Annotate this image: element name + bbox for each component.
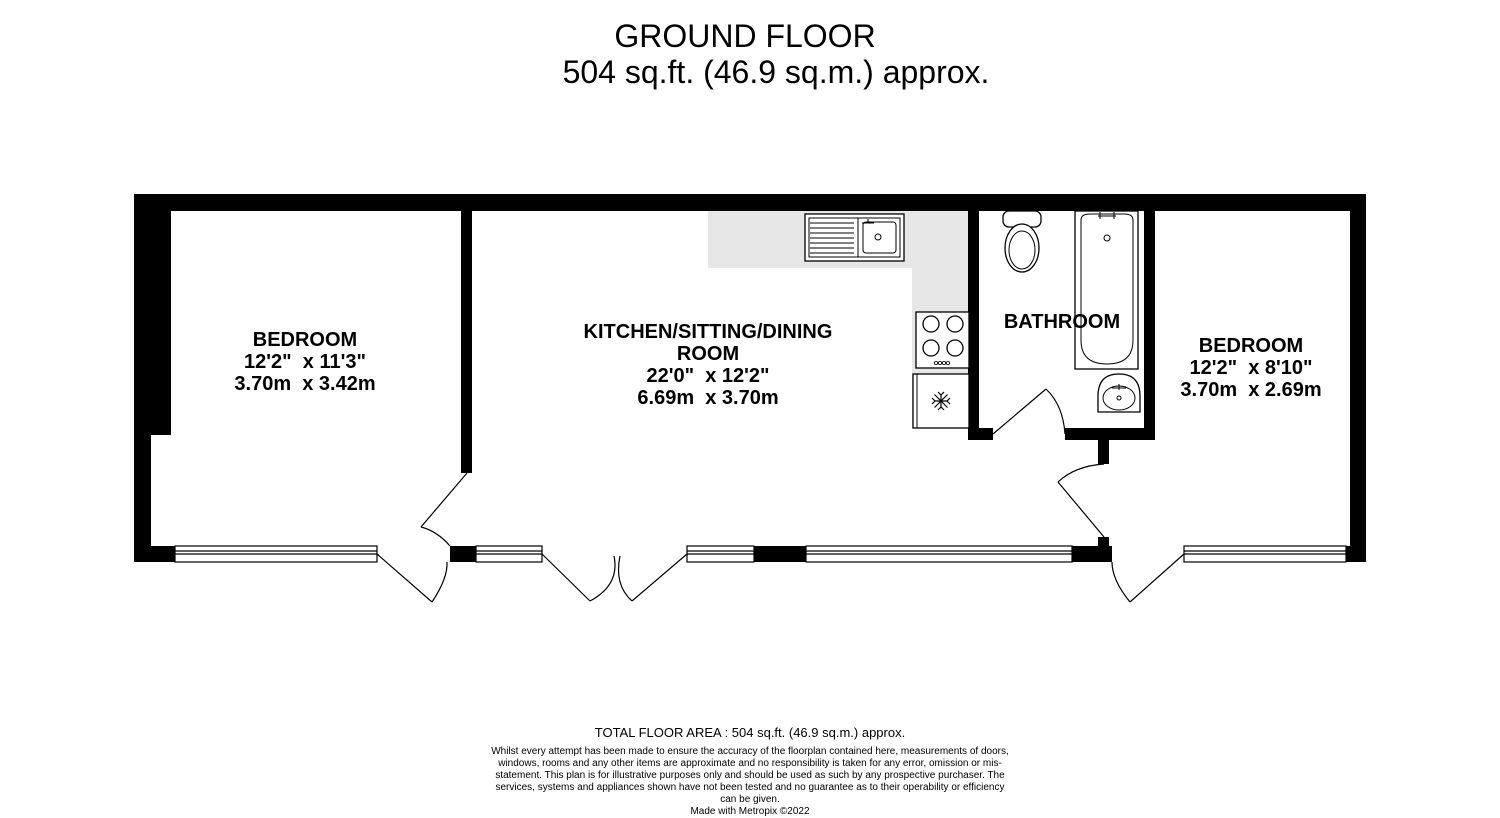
toilet-icon (1003, 211, 1041, 272)
partition-kitchen-bathroom (968, 194, 979, 440)
window-kitchen-2 (687, 546, 754, 562)
bathroom-wall-stub (1098, 428, 1109, 464)
door-bedroom-left-internal (421, 473, 467, 546)
wash-basin-icon (1098, 374, 1140, 412)
door-bedroom-right-external (1112, 554, 1184, 602)
floor-name: GROUND FLOOR (614, 18, 876, 54)
hob-icon (916, 312, 969, 368)
bottom-wall-door-post (450, 546, 476, 562)
bedroom-right-name: BEDROOM (1198, 335, 1304, 357)
footer (0, 725, 1500, 818)
left-wall-inner-thick (151, 211, 171, 435)
window-bedroom-right (1184, 546, 1346, 562)
credit: Made with Metropix ©2022 (690, 806, 810, 817)
kitchen-label (558, 321, 858, 409)
total-floor-area: TOTAL FLOOR AREA : 504 sq.ft. (46.9 sq.m.) approx. (594, 725, 906, 740)
bedroom-right-label (1158, 335, 1344, 401)
bedroom-left-imperial: 12'2" x 11'3" (244, 351, 366, 373)
door-kitchen-french-left (542, 554, 615, 601)
doors (377, 389, 1184, 602)
bedroom-right-imperial: 12'2" x 8'10" (1189, 357, 1313, 379)
floor-area: 504 sq.ft. (46.9 sq.m.) approx. (562, 54, 990, 90)
window-kitchen-3 (806, 546, 1072, 562)
window-kitchen-1 (476, 546, 542, 562)
window-bedroom-left (175, 546, 377, 562)
disclaimer: Whilst every attempt has been made to ensure the accuracy of the floorplan contained here, measurements of doors, windows, rooms and any other items are approximate and no responsibility is taken for any error, omission or mis-statement. This plan is for illustrative purposes only and should be used as such by any prospective purchaser. The services, systems and appliances shown have not been tested and no guarantee as to their operability or efficiency can be given. (491, 746, 1009, 805)
kitchen-name-line2: ROOM (676, 343, 740, 365)
bottom-wall-mid (754, 546, 806, 562)
door-bedroom-left-external (377, 554, 447, 602)
bottom-wall-left (134, 546, 175, 562)
kitchen-metric: 6.69m x 3.70m (637, 387, 779, 409)
door-bathroom (993, 389, 1065, 434)
right-wall (1350, 194, 1366, 562)
fridge-freezer-icon (913, 374, 969, 428)
bathroom-name: BATHROOM (1003, 311, 1121, 333)
door-bedroom-right-internal (1058, 464, 1104, 537)
bottom-wall-right (1346, 546, 1366, 562)
bottom-wall-right-post (1072, 546, 1112, 562)
left-wall (134, 194, 151, 562)
door-kitchen-french-right (619, 554, 688, 601)
kitchen-name-line1: KITCHEN/SITTING/DINING (583, 321, 833, 343)
partition-bedroom-kitchen (461, 211, 472, 473)
top-wall (134, 194, 1366, 211)
bedroom-left-label (205, 329, 405, 395)
bathroom-bottom-wall (1065, 428, 1155, 440)
bedroom-right-metric: 3.70m x 2.69m (1180, 379, 1322, 401)
bath-icon (1075, 211, 1138, 369)
partition-bathroom-bedroom (1144, 194, 1155, 440)
bedroom-left-metric: 3.70m x 3.42m (234, 373, 376, 395)
bathroom-label (990, 311, 1134, 333)
kitchen-imperial: 22'0" x 12'2" (646, 365, 770, 387)
sink-icon (805, 214, 904, 261)
bedroom-left-name: BEDROOM (252, 329, 358, 351)
bathroom-door-stub-left (968, 428, 993, 440)
bottom-wall-corner (1098, 537, 1109, 547)
